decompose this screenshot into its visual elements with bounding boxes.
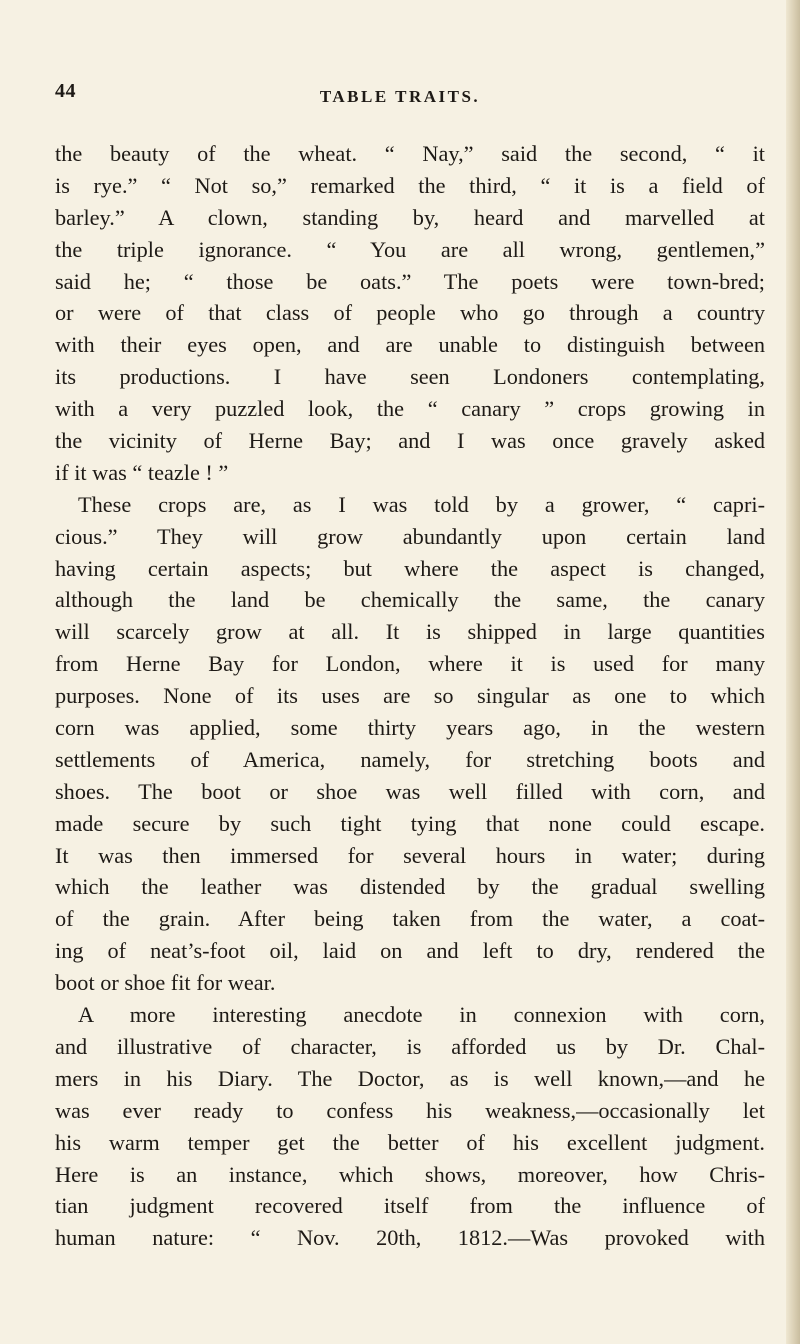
running-head: TABLE TRAITS. — [319, 87, 481, 106]
text-line: if it was “ teazle ! ” — [55, 459, 229, 485]
text-line: barley.” A clown, standing by, heard and marvelled at — [55, 204, 765, 230]
text-line: tian judgment recovered itself from the influence of — [55, 1193, 765, 1219]
text-line: ing of neat’s-foot oil, laid on and left to dry, rendered the — [55, 938, 765, 964]
text-line: with a very puzzled look, the “ canary ” crops growing in — [55, 396, 765, 422]
text-line: the beauty of the wheat. “ Nay,” said the second, “ it — [55, 141, 765, 166]
text-line: of the grain. After being taken from the water, a coat- — [55, 906, 765, 932]
text-line: although the land be chemically the same, the canary — [55, 587, 765, 613]
text-line: mers in his Diary. The Doctor, as is well known,—and he — [55, 1065, 765, 1091]
text-line: said he; “ those be oats.” The poets were town-bred; — [55, 268, 765, 294]
text-line: made secure by such tight tying that none could escape. — [55, 810, 765, 836]
text-line: will scarcely grow at all. It is shipped in large quantities — [55, 619, 765, 645]
text-line: Here is an instance, which shows, moreover, how Chris- — [55, 1161, 765, 1187]
text-line: It was then immersed for several hours in water; during — [55, 842, 765, 868]
page-edge — [786, 0, 800, 1344]
text-line: is rye.” “ Not so,” remarked the third, “ it is a field of — [55, 172, 765, 198]
text-line: and illustrative of character, is afforded us by Dr. Chal- — [55, 1033, 765, 1059]
text-line: cious.” They will grow abundantly upon certain land — [55, 523, 765, 549]
text-line: purposes. None of its uses are so singular as one to which — [55, 683, 765, 709]
text-line: its productions. I have seen Londoners contemplating, — [55, 364, 765, 390]
text-line: which the leather was distended by the gradual swelling — [55, 874, 765, 900]
text-line: These crops are, as I was told by a grower, “ capri- — [78, 491, 765, 517]
body-text — [55, 138, 765, 1254]
text-line: A more interesting anecdote in connexion with corn, — [78, 1002, 765, 1028]
text-line: with their eyes open, and are unable to distinguish between — [55, 332, 765, 358]
text-line: settlements of America, namely, for stretching boots and — [55, 746, 765, 772]
text-line: corn was applied, some thirty years ago, in the western — [55, 715, 765, 741]
page-number: 44 — [55, 80, 76, 102]
text-line: or were of that class of people who go through a country — [55, 300, 765, 326]
text-line: the vicinity of Herne Bay; and I was once gravely asked — [55, 428, 765, 454]
text-line: the triple ignorance. “ You are all wrong, gentlemen,” — [55, 236, 765, 262]
text-line: having certain aspects; but where the aspect is changed, — [55, 555, 765, 581]
text-line: his warm temper get the better of his excellent judgment. — [55, 1129, 765, 1155]
text-line: from Herne Bay for London, where it is used for many — [55, 651, 765, 677]
text-line: human nature: “ Nov. 20th, 1812.—Was provoked with — [55, 1225, 765, 1251]
text-line: boot or shoe fit for wear. — [55, 970, 276, 996]
text-line: was ever ready to confess his weakness,—occasionally let — [55, 1097, 765, 1123]
text-line: shoes. The boot or shoe was well filled with corn, and — [55, 778, 765, 804]
